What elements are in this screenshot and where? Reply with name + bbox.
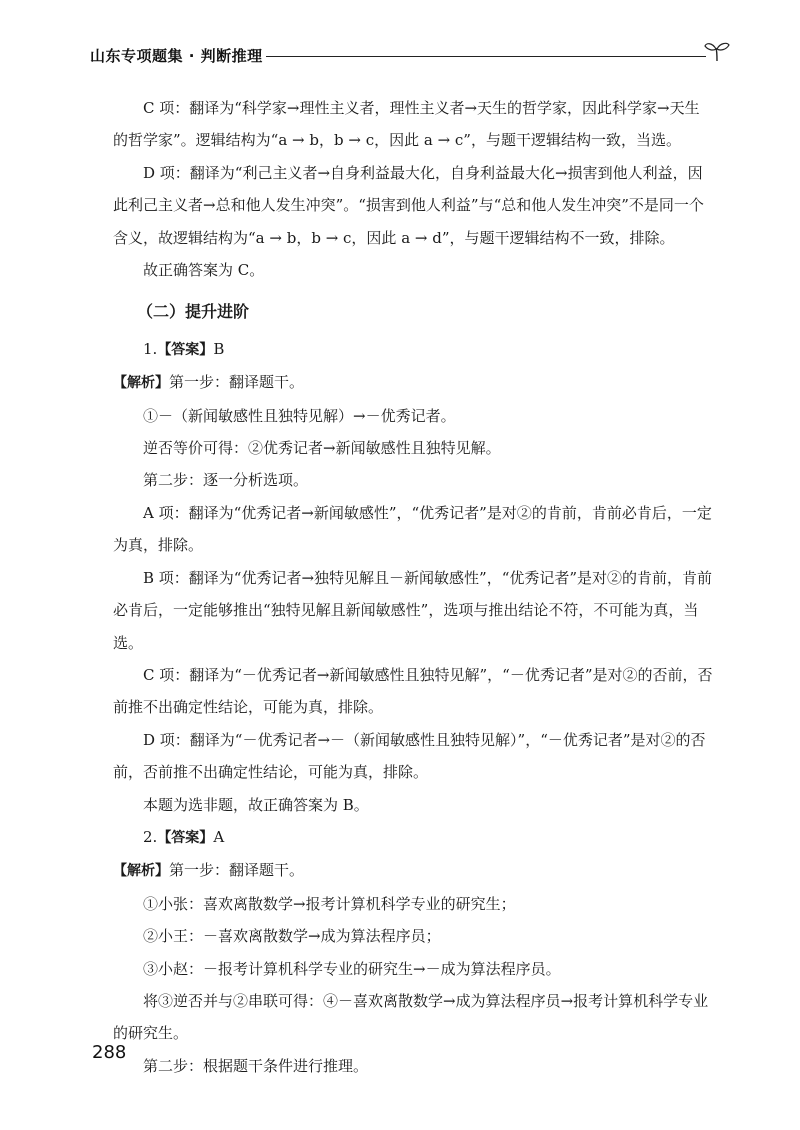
q1-answer: B (213, 339, 225, 358)
q2-line: 第二步：根据题干条件进行推理。 (143, 1056, 369, 1075)
q1-conclusion: 本题为选非题，故正确答案为 B。 (143, 795, 369, 814)
conclusion-paragraph: 故正确答案为 C。 (143, 261, 265, 280)
page-body (113, 92, 713, 1082)
q2-line: ③小赵：－报考计算机科学专业的研究生→－成为算法程序员。 (143, 959, 561, 978)
q1-line: ①－（新闻敏感性且独特见解）→－优秀记者。 (143, 406, 456, 425)
q1-analysis-line (113, 366, 713, 399)
q2-step1: 第一步：翻译题干。 (169, 861, 305, 880)
running-header (90, 40, 730, 70)
q1-option-a: A 项：翻译为“优秀记者→新闻敏感性”，“优秀记者”是对②的肯前，肯前必肯后，一定为真，排除。 (113, 503, 712, 555)
q1-answer-line (113, 333, 713, 366)
q1-analysis-label: 【解析】 (113, 375, 169, 392)
q2-analysis-label: 【解析】 (113, 863, 169, 880)
option-d-paragraph: D 项：翻译为“利己主义者→自身利益最大化，自身利益最大化→损害到他人利益，因此利己主义者→总和他人发生冲突”。“损害到他人利益”与“总和他人发生冲突”不是同一个含义，故逻辑结构为“a → b，b → c，因此 a → d”，与题干逻辑结构不一致，排除。 (113, 163, 704, 247)
q1-option-c: C 项：翻译为“－优秀记者→新闻敏感性且独特见解”，“－优秀记者”是对②的否前，否前推不出确定性结论，可能为真，排除。 (113, 665, 713, 717)
q2-line: 将③逆否并与②串联可得：④－喜欢离散数学→成为算法程序员→报考计算机科学专业的研究生。 (113, 991, 709, 1043)
q1-line: 第二步：逐一分析选项。 (143, 471, 309, 490)
q2-answer: A (213, 827, 225, 846)
q2-line: ①小张：喜欢离散数学→报考计算机科学专业的研究生； (143, 894, 516, 913)
q2-analysis-line (113, 854, 713, 887)
q1-number: 1. (143, 339, 158, 358)
sprout-icon (704, 40, 730, 62)
option-c-paragraph: C 项：翻译为“科学家→理性主义者，理性主义者→天生的哲学家，因此科学家→天生的哲学家”。逻辑结构为“a → b，b → c，因此 a → c”，与题干逻辑结构一致，当选。 (113, 99, 700, 150)
q2-answer-line (113, 821, 713, 854)
page-number: 288 (92, 1042, 127, 1063)
q2-line: ②小王：－喜欢离散数学→成为算法程序员； (143, 927, 441, 946)
q2-answer-label: 【答案】 (157, 829, 214, 846)
q1-line: 逆否等价可得：②优秀记者→新闻敏感性且独特见解。 (143, 439, 501, 458)
header-title: 山东专项题集 · 判断推理 (90, 47, 263, 65)
header-rule (266, 56, 706, 57)
q1-answer-label: 【答案】 (157, 341, 214, 358)
q1-option-b: B 项：翻译为“优秀记者→独特见解且－新闻敏感性”，“优秀记者”是对②的肯前，肯前必肯后，一定能够推出“独特见解且新闻敏感性”，选项与推出结论不符，不可能为真，当选。 (113, 568, 713, 652)
q1-option-d: D 项：翻译为“－优秀记者→－（新闻敏感性且独特见解）”，“－优秀记者”是对②的否前，否前推不出确定性结论，可能为真，排除。 (113, 730, 706, 782)
q1-step1: 第一步：翻译题干。 (169, 373, 305, 392)
section-title: （二）提升进阶 (137, 302, 250, 322)
q2-number: 2. (143, 827, 158, 846)
